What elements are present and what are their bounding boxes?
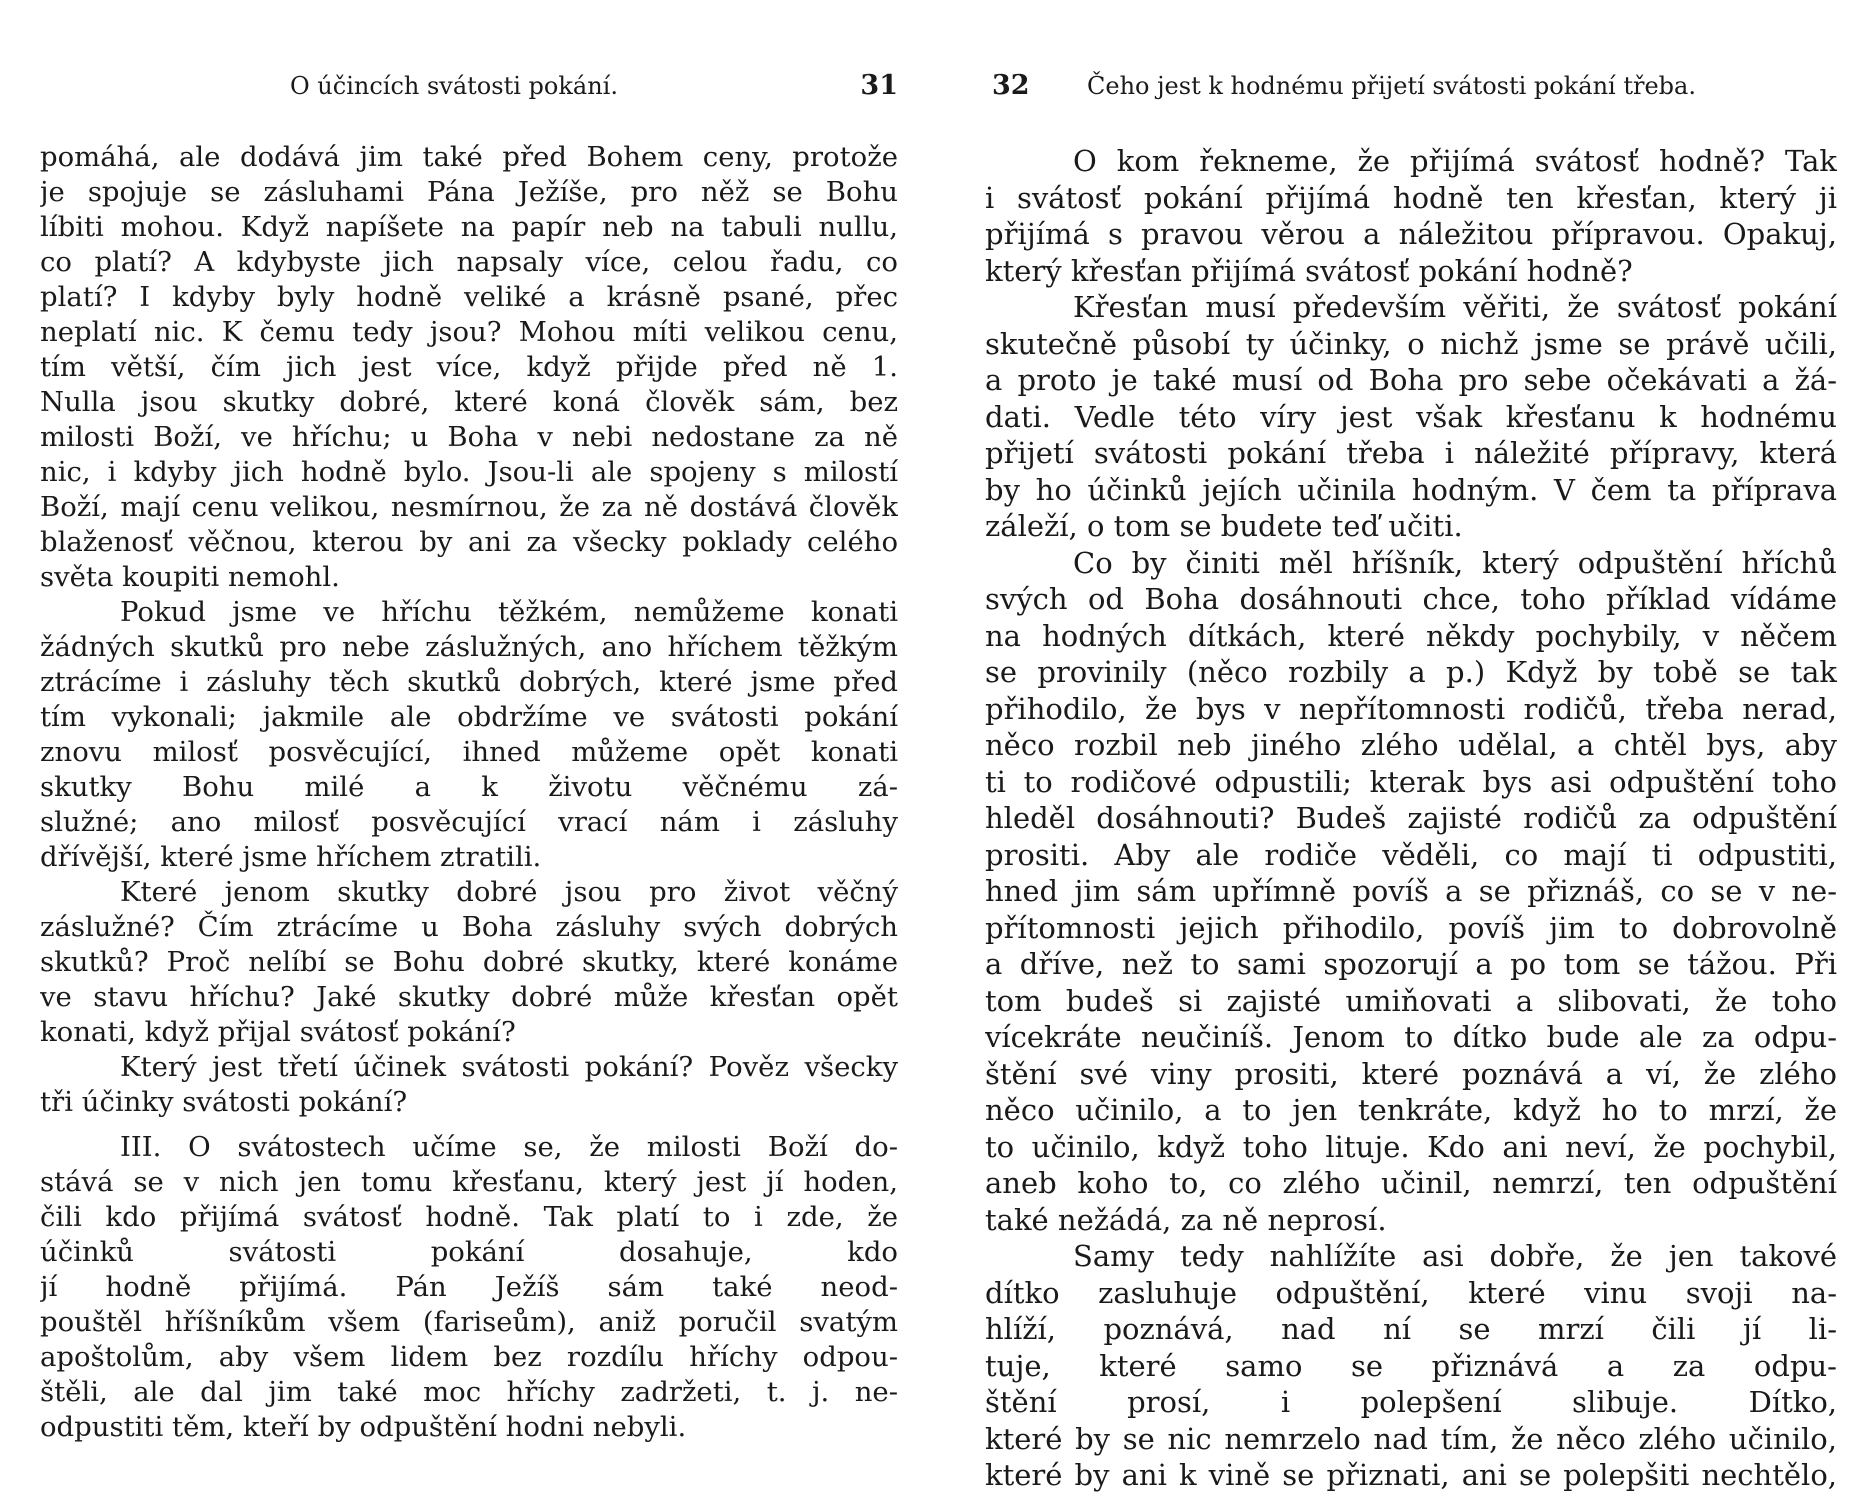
text-line: a proto je také musí od Boha pro sebe očekávati a žá- (985, 363, 1837, 397)
text-line: který křesťan přijímá svátosť pokání hodně? (985, 253, 1633, 288)
text-line: tím větší, čím jich jest více, když přijde před ně 1. (40, 351, 898, 383)
text-line: Samy tedy nahlížíte asi dobře, že jen takové (1073, 1239, 1837, 1273)
left-page-header (40, 68, 898, 104)
text-line: III. O svátostech učíme se, že milosti Boží do- (120, 1131, 898, 1163)
text-line: přihodilo, že bys v nepřítomnosti rodičů, třeba nerad, (985, 691, 1837, 726)
text-line: ve stavu hříchu? Jaké skutky dobré může křesťan opět (40, 981, 898, 1013)
text-line: líbiti mohou. Když napíšete na papír neb na tabuli nullu, (40, 211, 898, 243)
text-line: O kom řekneme, že přijímá svátosť hodně? Tak (1073, 144, 1837, 178)
left-page-body (40, 140, 898, 1445)
text-line: to učinilo, když toho lituje. Kdo ani neví, že pochybil, (985, 1129, 1837, 1164)
text-line: pouštěl hříšníkům všem (fariseům), aniž poručil svatým (40, 1306, 898, 1338)
text-line: tím vykonali; jakmile ale obdržíme ve svátosti pokání (40, 701, 898, 733)
text-line: nic, i kdyby jich hodně bylo. Jsou-li ale spojeny s milostí (40, 456, 898, 488)
text-line: služné; ano milosť posvěcující vrací nám i zásluhy (40, 806, 898, 838)
text-line: a dříve, než to sami spozorují a po tom se tážou. Při (985, 947, 1837, 981)
text-line: hlíží, poznává, nad ní se mrzí čili jí li- (985, 1312, 1837, 1346)
text-line: štěli, ale dal jim také moc hříchy zadržeti, t. j. ne- (40, 1376, 898, 1408)
running-title: Čeho jest k hodnému přijetí svátosti pokání třeba. (1087, 72, 1696, 100)
text-line: štění prosí, i polepšení slibuje. Dítko, (985, 1385, 1837, 1419)
text-line: něco učinilo, a to jen tenkráte, když ho to mrzí, že (985, 1093, 1837, 1127)
text-line: dati. Vedle této víry jest však křesťanu k hodnému (985, 399, 1837, 434)
text-line: aneb koho to, co zlého učinil, nemrzí, ten odpuštění (985, 1166, 1837, 1200)
text-line: čili kdo přijímá svátosť hodně. Tak platí to i zde, že (40, 1201, 898, 1233)
text-line: tom budeš si zajisté umiňovati a slibovati, že toho (985, 983, 1837, 1018)
text-line: tuje, které samo se přiznává a za odpu- (985, 1348, 1837, 1383)
text-line: ti to rodičové odpustili; kterak bys asi odpuštění toho (985, 764, 1837, 799)
text-line: žádných skutků pro nebe záslužných, ano hříchem těžkým (40, 631, 898, 663)
right-page (985, 0, 1837, 1500)
text-line: znovu milosť posvěcující, ihned můžeme opět konati (40, 736, 898, 768)
text-line: také nežádá, za ně neprosí. (985, 1202, 1387, 1237)
left-page (40, 0, 898, 1500)
text-line: apoštolům, aby všem lidem bez rozdílu hříchy odpou- (40, 1341, 898, 1373)
text-line: Křesťan musí především věřiti, že svátosť pokání (1073, 290, 1837, 324)
text-line: tři účinky svátosti pokání? (40, 1086, 408, 1118)
text-line: by ho účinků jejích učinila hodným. V čem ta příprava (985, 472, 1837, 507)
text-line: Které jenom skutky dobré jsou pro život věčný (120, 876, 898, 908)
page-number: 32 (992, 70, 1030, 101)
text-line: milosti Boží, ve hříchu; u Boha v nebi nedostane za ně (40, 421, 898, 453)
text-line: Pokud jsme ve hříchu těžkém, nemůžeme konati (120, 596, 898, 628)
text-line: ztrácíme i zásluhy těch skutků dobrých, které jsme před (40, 666, 898, 698)
text-line: přijetí svátosti pokání třeba i náležité přípravy, která (985, 436, 1837, 470)
text-line: stává se v nich jen tomu křesťanu, který jest jí hoden, (40, 1166, 898, 1198)
text-line: Nulla jsou skutky dobré, které koná člověk sám, bez (40, 386, 898, 418)
text-line: na hodných dítkách, které někdy pochybily, v něčem (985, 618, 1837, 653)
running-title: O účincích svátosti pokání. (290, 72, 618, 100)
text-line: dřívější, které jsme hříchem ztratili. (40, 841, 542, 873)
text-line: něco rozbil neb jiného zlého udělal, a chtěl bys, aby (985, 728, 1837, 762)
text-line: se provinily (něco rozbily a p.) Když by tobě se tak (985, 655, 1837, 689)
text-line: skutků? Proč nelíbí se Bohu dobré skutky, které konáme (40, 946, 898, 978)
text-line: které by ani k vině se přiznati, ani se polepšiti nechtělo, (985, 1458, 1837, 1492)
right-page-body (985, 143, 1837, 1494)
text-line: vícekráte neučiníš. Jenom to dítko bude ale za odpu- (985, 1020, 1837, 1054)
text-line: prositi. Aby ale rodiče věděli, co mají ti odpustiti, (985, 837, 1837, 872)
text-line: svých od Boha dosáhnouti chce, toho příklad vídáme (985, 582, 1837, 616)
text-line: i svátosť pokání přijímá hodně ten křesťan, který ji (985, 180, 1837, 215)
text-line: blaženosť věčnou, kterou by ani za všecky poklady celého (40, 526, 898, 558)
text-line: je spojuje se zásluhami Pána Ježíše, pro něž se Bohu (40, 176, 898, 208)
text-line: dítko zasluhuje odpuštění, které vinu svoji na- (985, 1275, 1837, 1310)
text-line: účinků svátosti pokání dosahuje, kdo (40, 1236, 898, 1268)
right-page-header (985, 68, 1837, 104)
text-line: hleděl dosáhnouti? Budeš zajisté rodičů za odpuštění (985, 801, 1837, 835)
text-line: skutečně působí ty účinky, o nichž jsme se právě učili, (985, 326, 1837, 361)
text-line: záleží, o tom se budete teď učiti. (985, 509, 1463, 543)
text-line: platí? I kdyby byly hodně veliké a krásně psané, přec (40, 281, 898, 313)
text-line: Který jest třetí účinek svátosti pokání? Pověz všecky (120, 1051, 898, 1083)
text-line: pomáhá, ale dodává jim také před Bohem ceny, protože (40, 141, 898, 173)
text-line: Boží, mají cenu velikou, nesmírnou, že za ně dostává člověk (40, 491, 898, 523)
text-line: které by se nic nemrzelo nad tím, že něco zlého učinilo, (985, 1421, 1837, 1456)
text-line: světa koupiti nemohl. (40, 561, 340, 593)
text-line: přijímá s pravou věrou a náležitou přípravou. Opakuj, (985, 217, 1837, 251)
text-line: odpustiti těm, kteří by odpuštění hodni nebyli. (40, 1411, 687, 1443)
text-line: konati, když přijal svátosť pokání? (40, 1016, 516, 1048)
text-line: skutky Bohu milé a k životu věčnému zá- (40, 771, 898, 803)
text-line: Co by činiti měl hříšník, který odpuštění hříchů (1073, 545, 1837, 580)
text-line: záslužné? Čím ztrácíme u Boha zásluhy svých dobrých (40, 911, 898, 943)
text-line: neplatí nic. K čemu tedy jsou? Mohou míti velikou cenu, (40, 316, 898, 348)
text-line: přítomnosti jejich přihodilo, povíš jim to dobrovolně (985, 910, 1837, 945)
text-line: co platí? A kdybyste jich napsaly více, celou řadu, co (40, 246, 898, 278)
text-line: štění své viny prositi, které poznává a ví, že zlého (985, 1056, 1837, 1091)
text-line: jí hodně přijímá. Pán Ježíš sám také neod- (40, 1271, 898, 1303)
page-number: 31 (860, 70, 898, 101)
text-line: hned jim sám upřímně povíš a se přiznáš, co se v ne- (985, 874, 1837, 908)
